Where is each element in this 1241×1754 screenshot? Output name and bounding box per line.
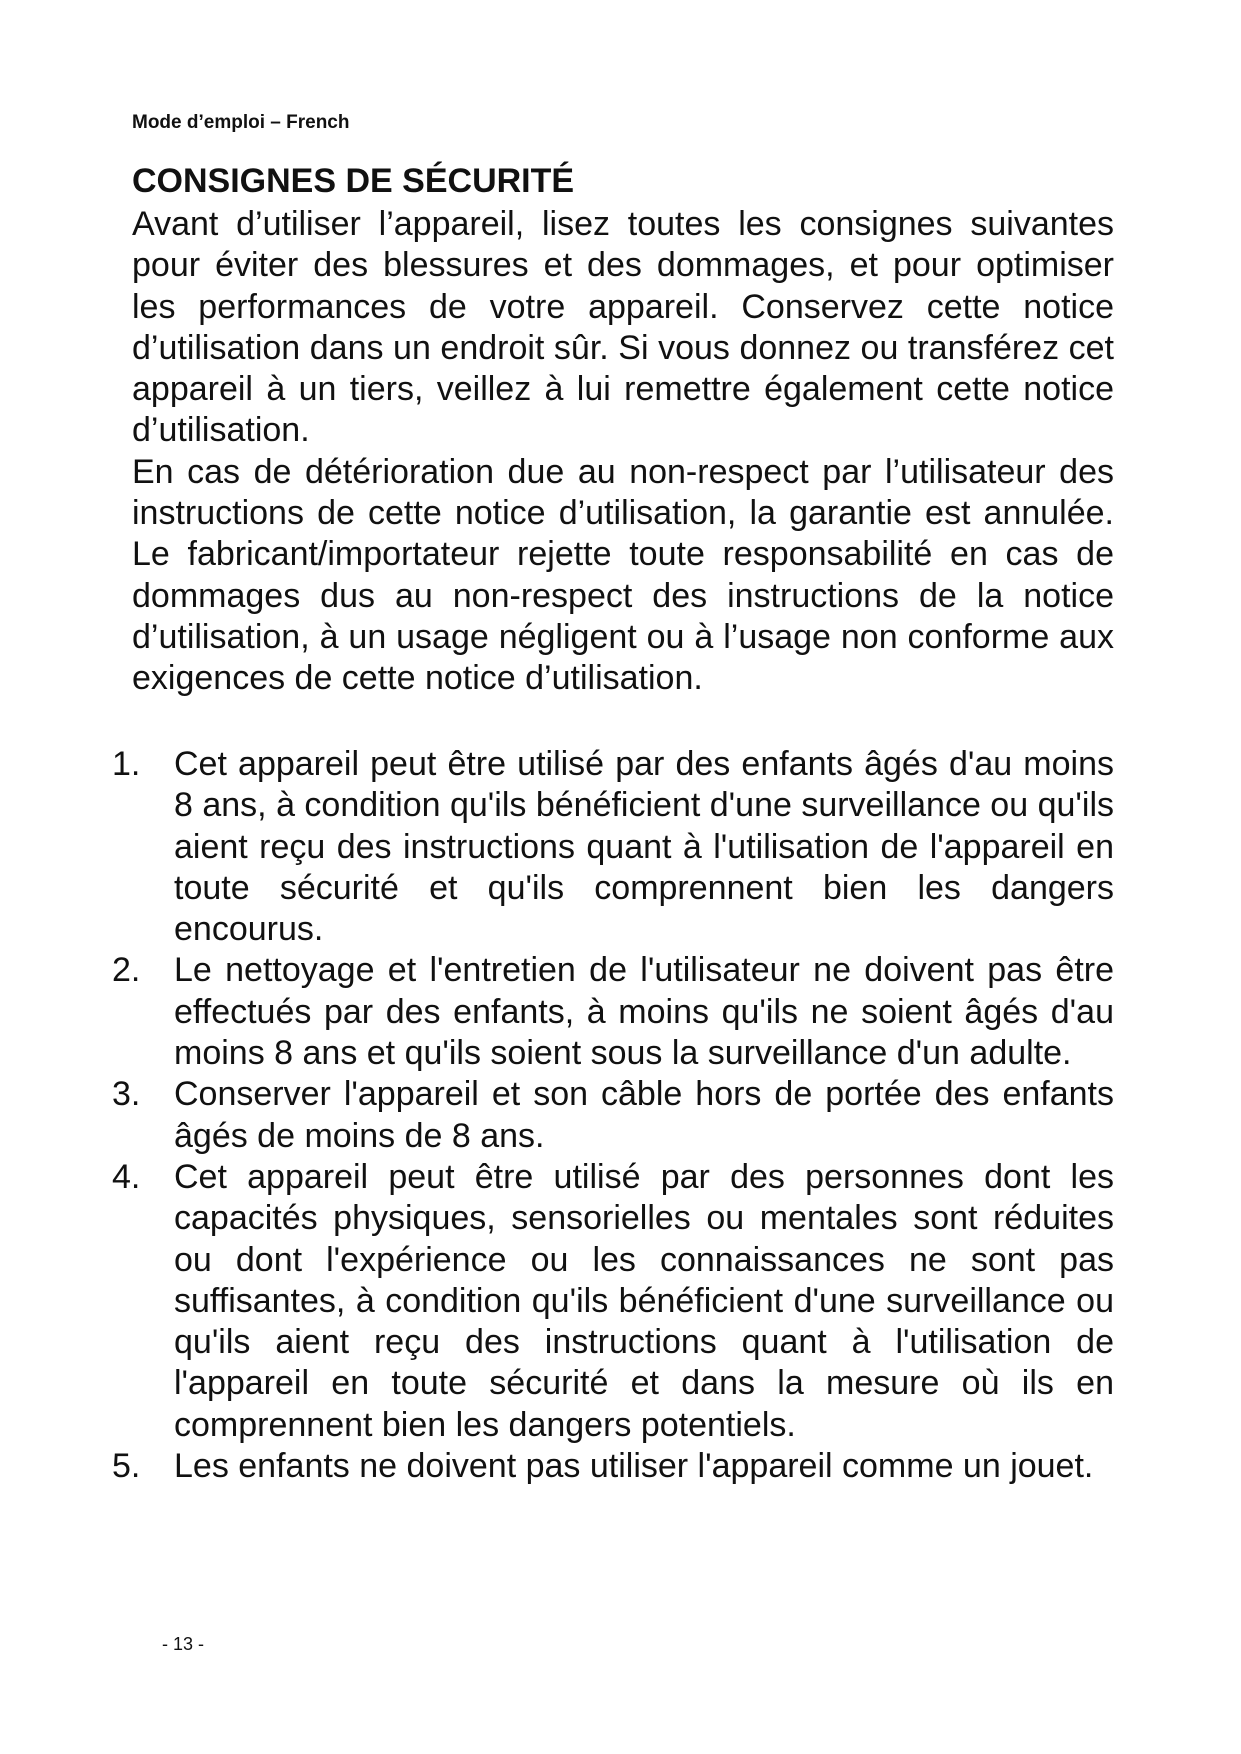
rule-text: Conserver l'appareil et son câble hors de portée des enfants âgés de moins de 8 ans. (174, 1075, 1114, 1155)
rule-text: Cet appareil peut être utilisé par des enfants âgés d'au moins 8 ans, à condition qu'ils bénéficient d'une surveillance ou qu'ils aient reçu des instructions quant à l'utilisation de l'appareil en toute sécurité et qu'ils comprennent bien les dangers encourus. (174, 745, 1114, 949)
safety-rule-4 (112, 1157, 1114, 1446)
intro-paragraph-1: Avant d’utiliser l’appareil, lisez toutes les consignes suivantes pour éviter des blessures et des dommages, et pour optimiser les performances de votre appareil. Conservez cette notice d’utilisation dans un endroit sûr. Si vous donnez ou transférez cet appareil à un tiers, veillez à lui remettre également cette notice d’utilisation. (132, 205, 1114, 450)
rule-number: 3. (112, 1075, 141, 1114)
safety-rules-list (112, 744, 1114, 1487)
page-number: - 13 - (162, 1634, 205, 1654)
rule-number: 1. (112, 745, 141, 783)
rule-number: 4. (112, 1157, 141, 1196)
safety-rule-2 (112, 950, 1114, 1074)
safety-rule-1 (112, 744, 1114, 950)
rule-text: Les enfants ne doivent pas utiliser l'appareil comme un jouet. (174, 1447, 1094, 1486)
intro-paragraph-2: En cas de détérioration due au non-respect par l’utilisateur des instructions de cette notice d’utilisation, la garantie est annulée. Le fabricant/importateur rejette toute responsabilité en cas de dommages dus au non-respect des instructions de la notice d’utilisation, à un usage négligent ou à l’usage non conforme aux exigences de cette notice d’utilisation. (132, 452, 1114, 698)
rule-number: 2. (112, 951, 141, 990)
safety-rule-5 (112, 1446, 1114, 1487)
section-title: CONSIGNES DE SÉCURITÉ (132, 162, 575, 200)
rule-text: Le nettoyage et l'entretien de l'utilisateur ne doivent pas être effectués par des enfants, à moins qu'ils ne soient âgés d'au moins 8 ans et qu'ils soient sous la surveillance d'un adulte. (174, 951, 1114, 1073)
rule-number: 5. (112, 1447, 141, 1486)
rule-text: Cet appareil peut être utilisé par des personnes dont les capacités physiques, sensorielles ou mentales sont réduites ou dont l'expérience ou les connaissances ne sont pas suffisantes, à condition qu'ils bénéficient d'une surveillance ou qu'ils aient reçu des instructions quant à l'utilisation de l'appareil en toute sécurité et dans la mesure où ils en comprennent bien les dangers potentiels. (174, 1157, 1114, 1444)
document-header: Mode d’emploi – French (132, 112, 350, 133)
intro-section (132, 204, 1114, 700)
safety-rule-3 (112, 1074, 1114, 1157)
